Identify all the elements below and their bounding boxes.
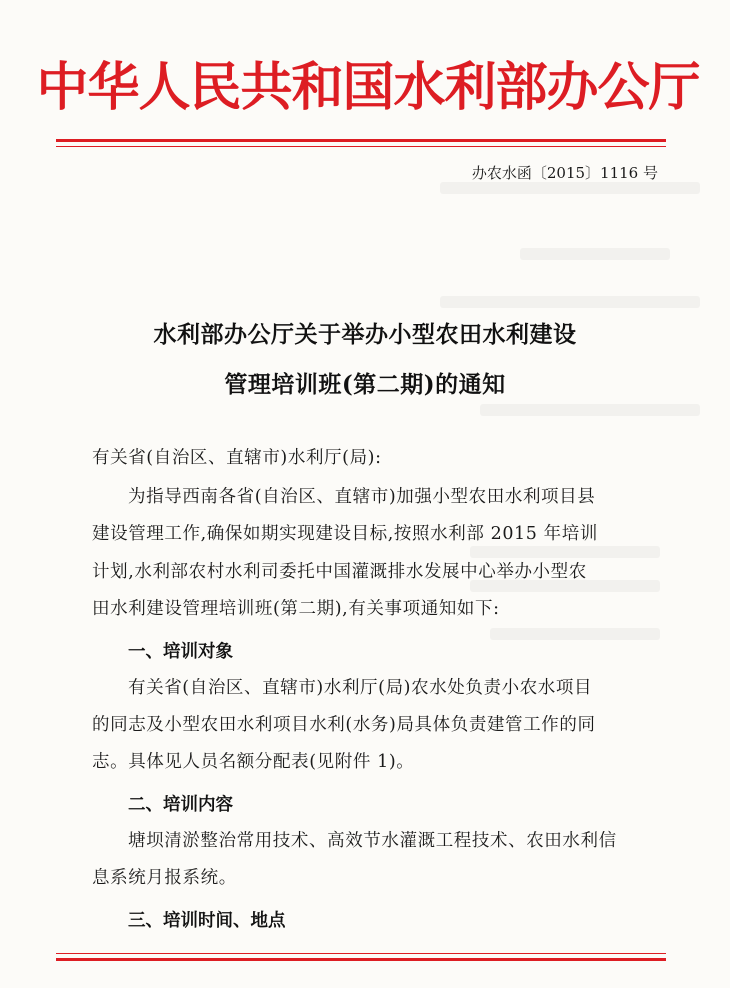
header-organization: 中华人民共和国水利部办公厅 [36,57,700,118]
paragraph-line: 志。具体见人员名额分配表(见附件 1)。 [92,752,415,772]
bleed-through-mark [440,182,700,194]
bleed-through-mark [440,296,700,308]
header-rule-thin [56,146,666,147]
salutation: 有关省(自治区、直辖市)水利厅(局): [92,448,382,468]
paragraph-line: 建设管理工作,确保如期实现建设目标,按照水利部 2015 年培训 [92,524,598,544]
paragraph-line: 计划,水利部农村水利司委托中国灌溉排水发展中心举办小型农 [92,562,587,582]
paragraph-line: 为指导西南各省(自治区、直辖市)加强小型农田水利项目县 [128,487,596,507]
bleed-through-mark [470,546,660,558]
paragraph-line: 有关省(自治区、直辖市)水利厅(局)农水处负责小农水项目 [128,678,593,698]
document-title-line-1: 水利部办公厅关于举办小型农田水利建设 [153,321,577,348]
section-heading-3: 三、培训时间、地点 [128,911,286,931]
section-heading-1: 一、培训对象 [128,642,233,662]
document-number: 办农水函〔2015〕1116 号 [471,164,658,182]
bleed-through-mark [480,404,700,416]
footer-rule-thin [56,953,666,954]
paragraph-line: 田水利建设管理培训班(第二期),有关事项通知如下: [92,599,500,619]
paragraph-line: 塘坝清淤整治常用技术、高效节水灌溉工程技术、农田水利信 [128,831,617,851]
bleed-through-mark [520,248,670,260]
document-title-line-2: 管理培训班(第二期)的通知 [224,371,506,398]
bleed-through-mark [490,628,660,640]
footer-rule-thick [56,958,666,961]
paragraph-line: 的同志及小型农田水利项目水利(水务)局具体负责建管工作的同 [92,715,596,735]
header-rule-thick [56,139,666,142]
section-heading-2: 二、培训内容 [128,795,233,815]
paragraph-line: 息系统月报系统。 [92,868,237,888]
